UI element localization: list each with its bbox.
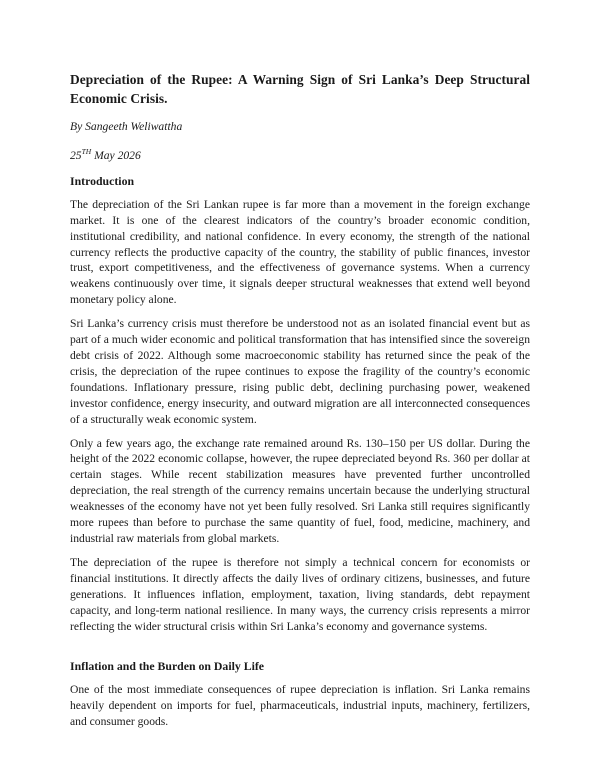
date-day: 25 (70, 148, 82, 162)
section-heading-inflation: Inflation and the Burden on Daily Life (70, 659, 265, 674)
paragraph: One of the most immediate consequences of rupee depreciation is inflation. Sri Lanka remains heavily dependent on imports for fuel, pharmaceuticals, industrial inputs, machinery, fertilizers, and consumer goods. (70, 683, 530, 729)
document-title: Depreciation of the Rupee: A Warning Sign of Sri Lanka’s Deep Structural Economic Crisis. (70, 72, 530, 106)
date-month-year: May 2026 (91, 148, 141, 162)
paragraph: Only a few years ago, the exchange rate remained around Rs. 130–150 per US dollar. During the height of the 2022 economic collapse, however, the rupee depreciated beyond Rs. 360 per dollar at certain stages. While recent stabilization measures have prevented further uncontrolled depreciation, the real strength of the currency remains uncertain because the underlying structural weaknesses of the economy have not yet been fully resolved. Sri Lanka still requires significantly more rupees than before to purchase the same quantity of fuel, food, medicine, machinery, and industrial raw materials from global markets. (70, 436, 530, 545)
section-heading-introduction: Introduction (70, 173, 135, 188)
author-byline: By Sangeeth Weliwattha (70, 120, 183, 133)
date-suffix: TH (81, 147, 92, 156)
paragraph: Sri Lanka’s currency crisis must therefore be understood not as an isolated financial event but as part of a much wider economic and political transformation that has intensified since the sovereign debt crisis of 2022. Although some macroeconomic stability has returned since the peak of the crisis, the depreciation of the rupee continues to expose the fragility of the country’s economic foundations. Inflationary pressure, rising public debt, declining purchasing power, weakened investor confidence, energy insecurity, and outward migration are all interconnected consequences of a structurally weak economic system. (70, 317, 530, 426)
paragraph: The depreciation of the rupee is therefore not simply a technical concern for economists or financial institutions. It directly affects the daily lives of ordinary citizens, businesses, and future generations. It influences inflation, employment, taxation, living standards, debt repayment capacity, and long-term national resilience. In many ways, the currency crisis represents a mirror reflecting the wider structural crisis within Sri Lanka’s economy and governance systems. (70, 555, 530, 633)
paragraph: The depreciation of the Sri Lankan rupee is far more than a movement in the foreign exchange market. It is one of the clearest indicators of the country’s broader economic condition, institutional credibility, and national confidence. In every economy, the strength of the national currency reflects the productive capacity of the country, the stability of public finances, investor trust, export competitiveness, and the effectiveness of governance systems. When a currency weakens continuously over time, it signals deeper structural weaknesses that extend well beyond monetary policy alone. (70, 197, 530, 307)
document-body (70, 70, 530, 748)
publication-date (70, 144, 530, 164)
